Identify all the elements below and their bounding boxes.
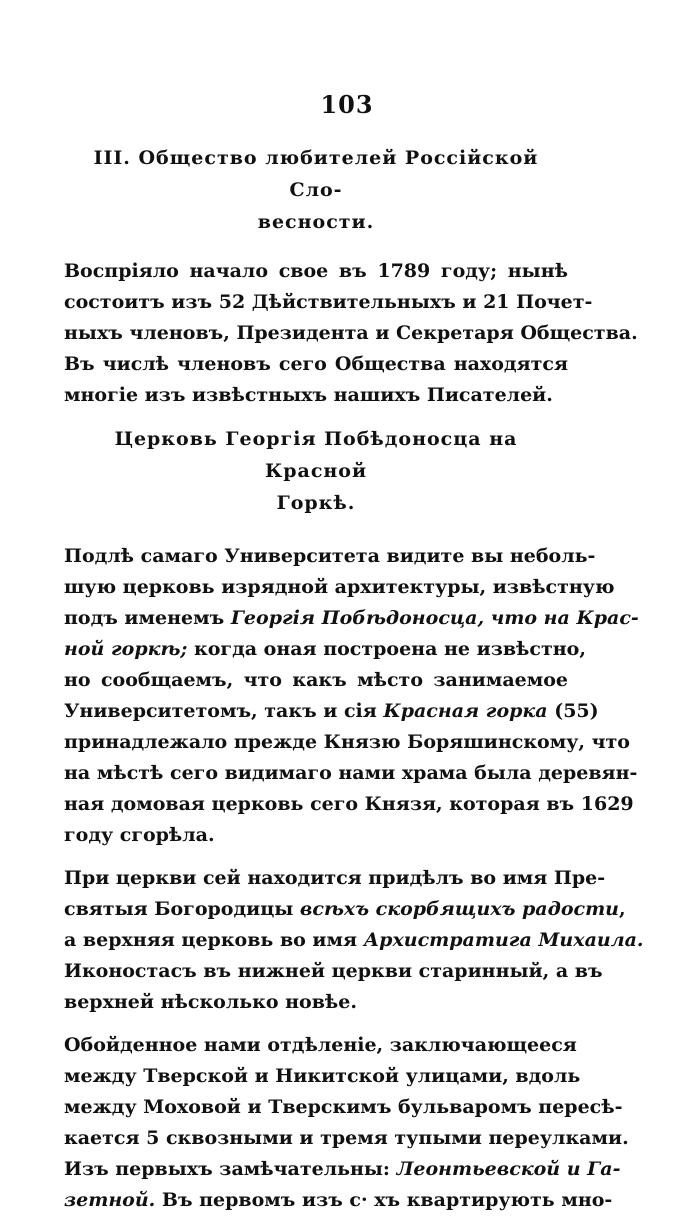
text-line: кается 5 сквозными и тремя тупыми переулками. — [64, 1127, 629, 1149]
text-line: состоитъ изъ 52 Дѣйствительныхъ и 21 Почет- — [64, 291, 593, 313]
heading-line: Церковь Георгія Побѣдоносца на Красной — [114, 428, 518, 482]
text-line: но сообщаемъ, что какъ мѣсто занимаемое — [64, 669, 568, 691]
text-line: Въ числѣ членовъ сего Общества находятся — [64, 353, 568, 375]
text-line: Обойденное нами отдѣленіе, заключающееся — [64, 1034, 577, 1056]
heading-line: Горкѣ. — [276, 492, 356, 514]
text-line: Университетомъ, такъ и сія Красная горка (55) — [64, 700, 599, 722]
text-line: между Моховой и Тверскимъ бульваромъ пересѣ- — [64, 1096, 623, 1118]
text-line: Изъ первыхъ замѣчательны: Леонтьевской и Га- — [64, 1158, 621, 1180]
lane-names-italic: Леонтьевской и Га- — [396, 1158, 621, 1180]
text-line: зетной. Въ первомъ изъ с· хъ квартирують мно- — [64, 1189, 613, 1211]
church-name-italic: Георгія Побѣдоносца, что на Крас- — [230, 607, 639, 629]
text-line: ныхъ членовъ, Президента и Секретаря Общества. — [64, 322, 638, 344]
paragraph-church-chapel — [64, 863, 644, 1018]
paragraph-society-members — [64, 349, 568, 411]
text-line: принадлежало прежде Князю Боряшинскому, что — [64, 731, 630, 753]
text-line: Иконостасъ въ нижней церкви старинный, а въ — [64, 960, 603, 982]
section-heading-society — [64, 142, 568, 238]
paragraph-district-lanes — [64, 1030, 629, 1216]
text-line: многіе изъ извѣстныхъ нашихъ Писателей. — [64, 384, 553, 406]
text-line: ная домовая церковь сего Князя, которая въ 1629 — [64, 793, 634, 815]
text-line: Воспріяло начало свое въ 1789 году; нынѣ — [64, 260, 568, 282]
text-column — [64, 142, 644, 1216]
text-line: Подлѣ самаго Университета видите вы неболь- — [64, 545, 596, 567]
paragraph-church-description — [64, 541, 639, 851]
text-line: между Тверской и Никитской улицами, вдоль — [64, 1065, 581, 1087]
archangel-name-italic: Архистратига Михаила. — [363, 929, 644, 951]
lane-name-italic: зетной. — [64, 1189, 156, 1211]
text-line: При церкви сей находится придѣлъ во имя Пре- — [64, 867, 606, 889]
text-line: а верхняя церковь во имя Архистратига Михаила. — [64, 929, 644, 951]
text-line: шую церковь изрядной архитектуры, извѣстную — [64, 576, 615, 598]
section-heading-church — [64, 423, 568, 519]
footnote-ref: (55) — [547, 700, 599, 722]
page-number: 103 — [320, 90, 374, 119]
place-name-italic: ной горкѣ; — [64, 638, 188, 660]
text-line: подъ именемъ Георгія Побѣдоносца, что на Крас- — [64, 607, 639, 629]
paragraph-society-founding — [64, 256, 638, 349]
text-line: святыя Богородицы всѣхъ скорбящихъ радости, — [64, 898, 626, 920]
text-line: верхней нѣсколько новѣе. — [64, 991, 357, 1013]
text-line: ной горкѣ; когда оная построена не извѣстно, — [64, 638, 586, 660]
text-line: году сгорѣла. — [64, 824, 215, 846]
krasnaya-gorka-italic: Красная горка — [383, 700, 548, 722]
heading-line: весности. — [257, 211, 375, 233]
text-line: на мѣстѣ сего видимаго нами храма была деревян- — [64, 762, 638, 784]
chapel-name-italic: всѣхъ скорбящихъ радости — [299, 898, 619, 920]
heading-line: III. Общество любителей Россійской Сло- — [93, 147, 539, 201]
